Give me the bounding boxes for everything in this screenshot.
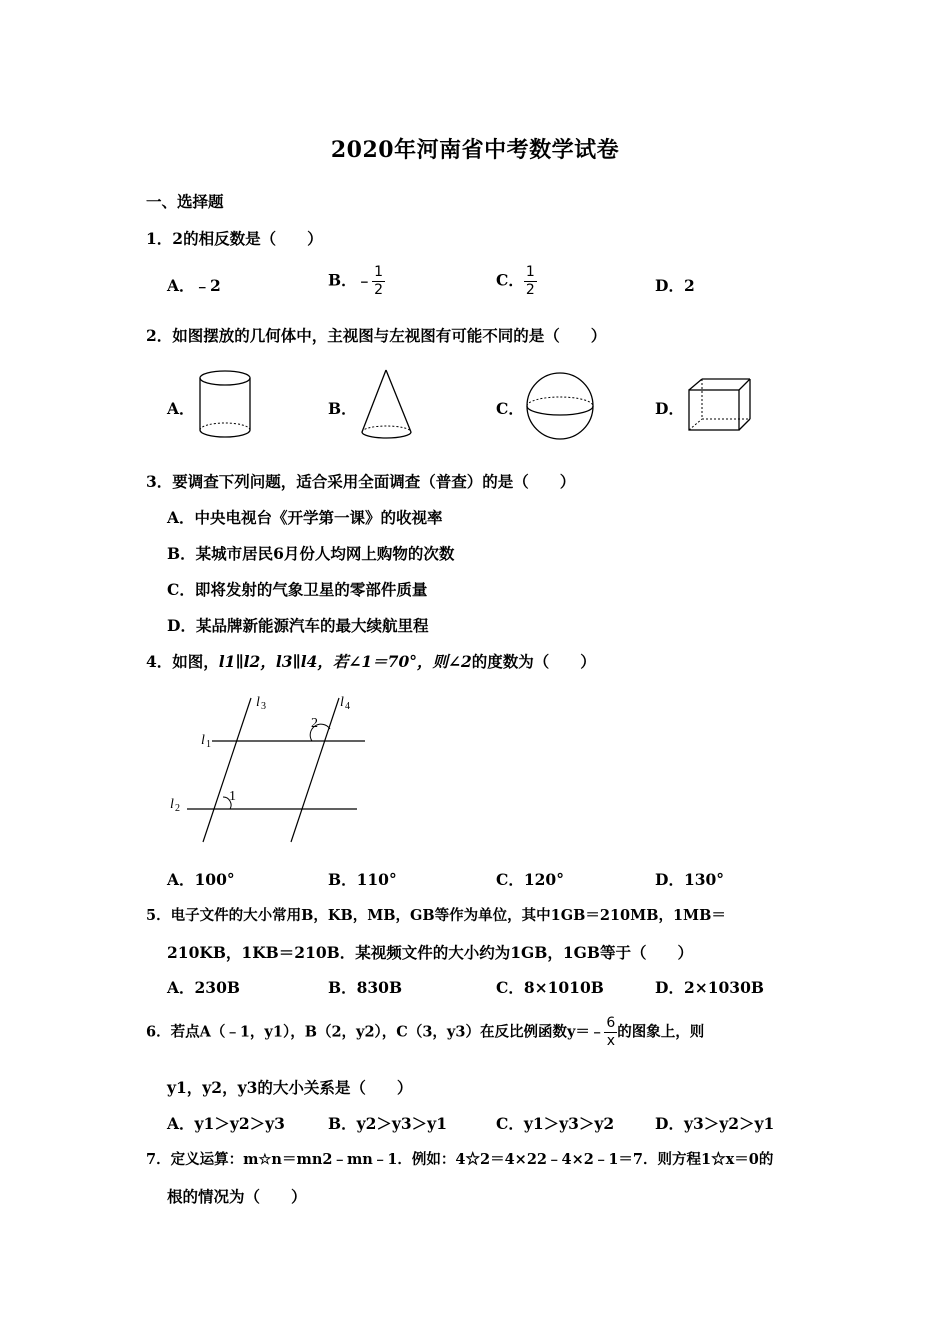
q3-option-d: D．某品牌新能源汽车的最大续航里程 [167,616,429,635]
question-4-stem [146,650,596,672]
angle-2-label: 2 [311,716,318,731]
q6-stem-prefix: 6．若点A（﹣1，y1），B（2，y2），C（3，y3）在反比例函数y＝﹣ [146,1023,605,1041]
q1-option-b-label: B．﹣ [328,270,373,290]
q2-option-d-label: D． [655,399,684,418]
angle-1-label: 1 [229,789,236,804]
cuboid-figure [686,376,756,436]
q4-stem-prefix: 4．如图， [146,652,219,671]
q1-option-a: A．﹣2 [167,276,221,295]
question-2-stem: 2．如图摆放的几何体中，主视图与左视图有可能不同的是（ ） [146,326,607,345]
section-heading: 一、选择题 [146,192,224,211]
cone-figure [358,368,418,443]
q6-fraction [604,1015,617,1050]
q1-option-c-label: C． [496,270,524,290]
label-l3-subscript: 3 [261,701,266,712]
page-title: 2020年河南省中考数学试卷 [330,137,620,163]
fraction-numerator: 6 [606,1015,616,1031]
q6-stem-suffix: 的图象上，则 [617,1023,705,1041]
question-7-line-1: 7．定义运算：m☆n＝mn2﹣mn﹣1．例如：4☆2＝4×22﹣4×2﹣1＝7．则方程1☆x＝0的 [146,1151,774,1168]
q5-option-a: A．230B [167,978,240,997]
q1-option-b-fraction [372,264,385,299]
question-5-line-2: 210KB，1KB＝210B．某视频文件的大小约为1GB，1GB等于（ ） [167,943,693,962]
question-7-line-2: 根的情况为（ ） [167,1187,307,1206]
q2-option-b-label: B． [328,399,357,418]
cylinder-figure [195,368,255,443]
sphere-figure [524,370,596,442]
question-3-stem: 3．要调查下列问题，适合采用全面调查（普查）的是（ ） [146,472,576,491]
fraction-denominator: 2 [525,282,535,298]
fraction-denominator: 2 [374,282,384,298]
label-l1-subscript: 1 [206,739,211,750]
label-l4: l [340,695,344,710]
label-l4-subscript: 4 [345,701,350,712]
fraction-numerator: 1 [374,264,384,280]
q4-stem-suffix: 的度数为（ ） [471,652,596,671]
q6-option-d: D．y3＞y2＞y1 [655,1114,775,1133]
question-6-line-2: y1，y2，y3的大小关系是（ ） [167,1078,413,1097]
parallel-lines-figure [165,690,375,850]
q5-option-b: B．830B [328,978,403,997]
q6-option-a: A．y1＞y2＞y3 [167,1114,285,1133]
label-l1: l [201,733,205,748]
q3-option-b: B．某城市居民6月份人均网上购物的次数 [167,544,455,563]
q6-option-c: C．y1＞y3＞y2 [496,1114,615,1133]
question-1-stem: 1．2的相反数是（ ） [146,229,323,248]
q6-option-b: B．y2＞y3＞y1 [328,1114,447,1133]
q2-option-a-label: A． [167,399,195,418]
q1-option-d: D．2 [655,276,695,295]
label-l3: l [256,695,260,710]
q3-option-c: C．即将发射的气象卫星的零部件质量 [167,580,428,599]
q1-option-b [328,264,385,299]
q3-option-a: A．中央电视台《开学第一课》的收视率 [167,508,443,527]
label-l2-subscript: 2 [175,803,180,814]
fraction-denominator: x [606,1033,615,1049]
q5-option-c: C．8×1010B [496,978,604,997]
q2-option-c-label: C． [496,399,524,418]
q1-option-c-fraction [524,264,537,299]
label-l2: l [170,797,174,812]
question-6-line-1 [146,1015,704,1050]
q4-option-d: D．130° [655,870,725,889]
q5-option-d: D．2×1030B [655,978,764,997]
question-5-line-1: 5．电子文件的大小常用B，KB，MB，GB等作为单位，其中1GB＝210MB，1MB＝ [146,907,726,924]
q4-stem-math: l1∥l2，l3∥l4，若∠1＝70°，则∠2 [218,652,472,671]
q4-option-c: C．120° [496,870,564,889]
q1-option-c [496,264,537,299]
q4-option-a: A．100° [167,870,235,889]
fraction-numerator: 1 [525,264,535,280]
q4-option-b: B．110° [328,870,397,889]
